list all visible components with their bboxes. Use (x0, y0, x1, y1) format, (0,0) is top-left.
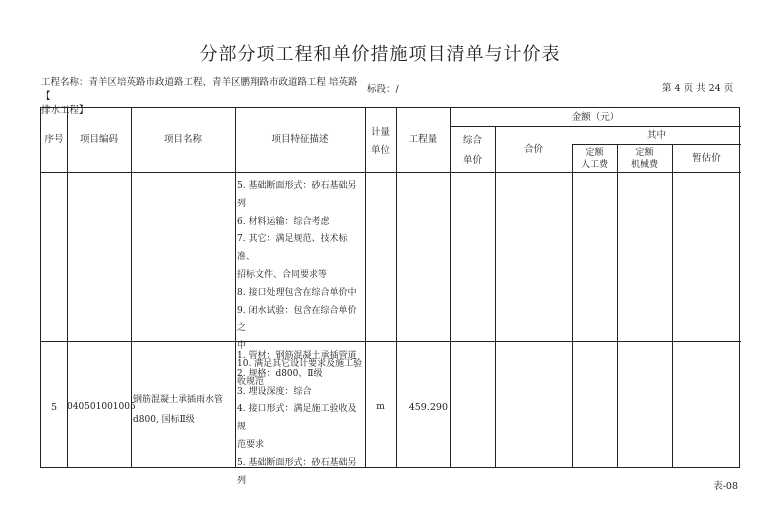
header-provisional: 暂估价 (692, 153, 721, 164)
header-seq: 序号 (44, 134, 64, 145)
col-divider (672, 144, 673, 467)
row-divider (572, 144, 741, 145)
desc-line: 3. 埋设深度：综合 (237, 386, 312, 397)
header-total: 合价 (523, 144, 543, 155)
desc-line: 9. 闭水试验：包含在综合单价之 (237, 305, 357, 334)
col-divider (495, 126, 496, 467)
desc-line: 5. 基础断面形式：砂石基础另列 (237, 181, 357, 209)
header-unit-price-line2: 单价 (462, 155, 482, 166)
desc-line: 中 (237, 341, 247, 352)
desc-line: 收规范 (237, 376, 265, 387)
header-amount: 金额（元） (571, 112, 620, 123)
header-unit-line1: 计量 (370, 127, 390, 138)
desc-line: 1. 管材：钢筋混凝土承插管道 (237, 351, 357, 361)
desc-line: 10. 满足其它设计要求及施工验 (237, 358, 363, 369)
desc-line: 7. 其它：满足规范、技术标准、 (237, 234, 348, 263)
header-desc: 项目特征描述 (271, 134, 329, 145)
row-2-seq: 5 (50, 402, 58, 413)
desc-line: 招标文件、合同要求等 (237, 269, 328, 280)
row-2-name-line1: 钢筋混凝土承插雨水管 (133, 395, 224, 405)
section-label: 标段：/ (367, 84, 399, 95)
header-labor-line2: 人工费 (580, 160, 608, 170)
row-2-desc (237, 348, 365, 490)
header-machine-line1: 定额 (635, 148, 654, 158)
desc-line: 8. 接口处理包含在综合单价中 (237, 287, 357, 298)
header-unit-price (450, 131, 495, 171)
row-2-code: 040501001005 (67, 402, 136, 412)
bill-table (40, 107, 740, 486)
header-labor (572, 147, 617, 171)
header-machine (617, 147, 672, 171)
header-divider (41, 172, 741, 173)
header-unit (365, 124, 396, 160)
col-divider (235, 108, 236, 467)
col-divider (572, 144, 573, 467)
row-2-unit: m (376, 402, 385, 412)
header-name: 项目名称 (163, 134, 202, 145)
project-name-line1: 工程名称：青羊区培英路市政道路工程、青羊区鹏翔路市政道路工程 培英路 【 (41, 77, 358, 102)
col-divider (131, 108, 132, 467)
header-qty: 工程量 (408, 134, 438, 145)
header-code: 项目编码 (79, 134, 118, 145)
row-divider (41, 341, 741, 342)
row-divider (450, 126, 741, 127)
header-unit-line2: 单位 (370, 145, 390, 156)
row-2-name-line2: d800, 国标Ⅱ级 (133, 415, 195, 425)
row-2-qty: 459.290 (408, 402, 448, 413)
table-footer-code: 表-08 (713, 481, 738, 492)
header-machine-line2: 机械费 (630, 160, 658, 170)
desc-line: 2. 规格：d800、Ⅱ级 (237, 368, 323, 379)
col-divider (617, 144, 618, 467)
header-unit-price-line1: 综合 (462, 135, 482, 146)
project-name-line2: 排水工程】 (41, 105, 89, 116)
desc-line: 6. 材料运输：综合考虑 (237, 216, 330, 227)
header-labor-line1: 定额 (585, 148, 604, 158)
row-2-name (133, 390, 235, 430)
page-indicator: 第 4 页 共 24 页 (662, 83, 734, 94)
desc-line: 4. 接口形式：满足施工验收及规 (237, 404, 357, 433)
page-title: 分部分项工程和单价措施项目清单与计价表 (199, 44, 561, 65)
desc-line: 5. 基础断面形式：砂石基础另列 (237, 457, 357, 486)
header-of-which: 其中 (646, 130, 666, 141)
desc-line: 范要求 (237, 439, 265, 450)
